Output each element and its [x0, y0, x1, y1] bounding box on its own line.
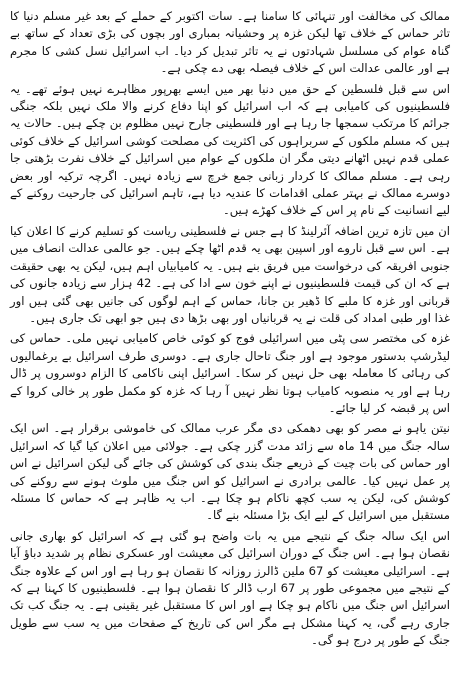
paragraph-2: اس سے قبل فلسطین کے حق میں دنیا بھر میں ایسے بھرپور مظاہرے نہیں ہوئے تھے۔ یہ فلسطینیوں کی کامیابی ہے کہ اب اسرائیل کو اپنا دفاع کرنے والا ملک نہیں بلکہ جنگی جرائم کا مرتکب سمجھا جا رہا ہے اور فلسطینی جارح نہیں مظلوم بن چکے ہیں۔ حالات یہ ہیں کہ مسلم ملکوں کے سربراہوں کی اکثریت کی مصلحت کوشی اسرائیل کے خلاف کوئی عملی قدم نہیں اٹھانے دیتی مگر ان ملکوں کے عوام میں اسرائیل کے خلاف نفرت بڑھتی جا رہی ہے۔ مسلم ممالک کا کردار زبانی جمع خرچ سے زیادہ نہیں۔ اگرچہ ترکیہ اور بعض دوسرے ممالک نے بہتر عملی اقدامات کا عندیہ دیا ہے، تاہم اسرائیل کی جارحیت روکنے کے لیے انسانیت کے نام پر اس کے خلاف کھڑے ہیں۔	[10, 81, 450, 218]
paragraph-6: اس ایک سالہ جنگ کے نتیجے میں یہ بات واضح ہو گئی ہے کہ اسرائیل کو بھاری جانی نقصان ہوا ہے۔ اس جنگ کے دوران اسرائیل کی معیشت اور عسکری نظام پر شدید دباؤ آیا ہے۔ اسرائیلی معیشت کو 67 ملین ڈالرز روزانہ کا نقصان ہو رہا ہے اور اس کے علاوہ جنگ کے نتیجے میں مجموعی طور پر 67 ارب ڈالر کا نقصان ہوا ہے۔ فلسطینیوں کا کہنا ہے کہ اسرائیل اس جنگ میں ناکام ہو چکا ہے اور اس کا مستقبل غیر یقینی ہے۔ یہ جنگ کب تک جاری رہے گی، یہ کہنا مشکل ہے مگر اس کی تاریخ کے صفحات میں یہ سب سے طویل جنگ کے طور پر درج ہو گی۔	[10, 528, 450, 648]
paragraph-3: ان میں تازہ ترین اضافہ آئرلینڈ کا ہے جس نے فلسطینی ریاست کو تسلیم کرنے کا اعلان کیا ہے۔ اس سے قبل ناروے اور اسپین بھی یہ قدم اٹھا چکے ہیں۔ جو عالمی عدالت انصاف میں جنوبی افریقہ کی درخواست میں فریق بنے ہیں۔ یہ کامیابیاں اہم ہیں، لیکن یہ بھی حقیقت ہے کہ ان کی قیمت فلسطینیوں نے اپنے خون سے ادا کی ہے۔ 42 ہزار سے زیادہ جانوں کی قربانی اور غزہ کا ملبے کا ڈھیر بن جانا، حماس کے اہم لوگوں کی جانیں بھی گئی ہیں اور غذا اور طبی امداد کی قلت نے یہ قربانیاں اور بھی بڑھا دی ہیں جو ابھی تک جاری ہیں۔	[10, 223, 450, 325]
paragraph-5: نیتن یاہو نے مصر کو بھی دھمکی دی مگر عرب ممالک کی خاموشی برقرار ہے۔ اس ایک سالہ جنگ میں 14 ماہ سے زائد مدت گزر چکی ہے۔ جولائی میں اعلان کیا گیا کہ اسرائیل اور حماس کی بات چیت کے ذریعے جنگ بندی کی کوشش کی جائے گی لیکن اسرائیل نے اس پر عمل نہیں کیا۔ عالمی برادری نے اسرائیل کو اس جنگ میں ملوث ہونے سے روکنے کی کوشش کی، لیکن یہ سب کچھ ناکام ہو چکا ہے۔ اب یہ ظاہر ہے کہ حماس کا مسئلہ مستقبل میں اسرائیل کے لیے ایک بڑا مسئلہ بنے گا۔	[10, 421, 450, 523]
paragraph-1: ممالک کی مخالفت اور تنہائی کا سامنا ہے۔ سات اکتوبر کے حملے کے بعد غیر مسلم دنیا کا تاثر حماس کے خلاف تھا لیکن غزہ پر وحشیانہ بمباری اور بچوں کی بڑی تعداد کے ساتھ بے گناہ عوام کی مسلسل شہادتوں نے یہ تاثر تبدیل کر دیا۔ اب اسرائیل نسل کشی کا مجرم ہے اور عالمی عدالت اس کے خلاف فیصلہ بھی دے چکی ہے۔	[10, 9, 450, 76]
paragraph-4: غزہ کی مختصر سی پٹی میں اسرائیلی فوج کو کوئی خاص کامیابی نہیں ملی۔ حماس کی لیڈرشپ بدستور موجود ہے اور جنگ تاحال جاری ہے۔ دوسری طرف اسرائیل بے یرغمالیوں کی رہائی کا معاملہ بھی حل نہیں کر سکا۔ اسرائیل اپنی ناکامی کا الزام دوسروں پر ڈال رہا ہے اور یہ منصوبہ کامیاب ہوتا نظر نہیں آ رہا کہ غزہ کو مکمل طور پر خالی کروا کے اس پر قبضہ کر لیا جائے۔	[10, 331, 450, 415]
